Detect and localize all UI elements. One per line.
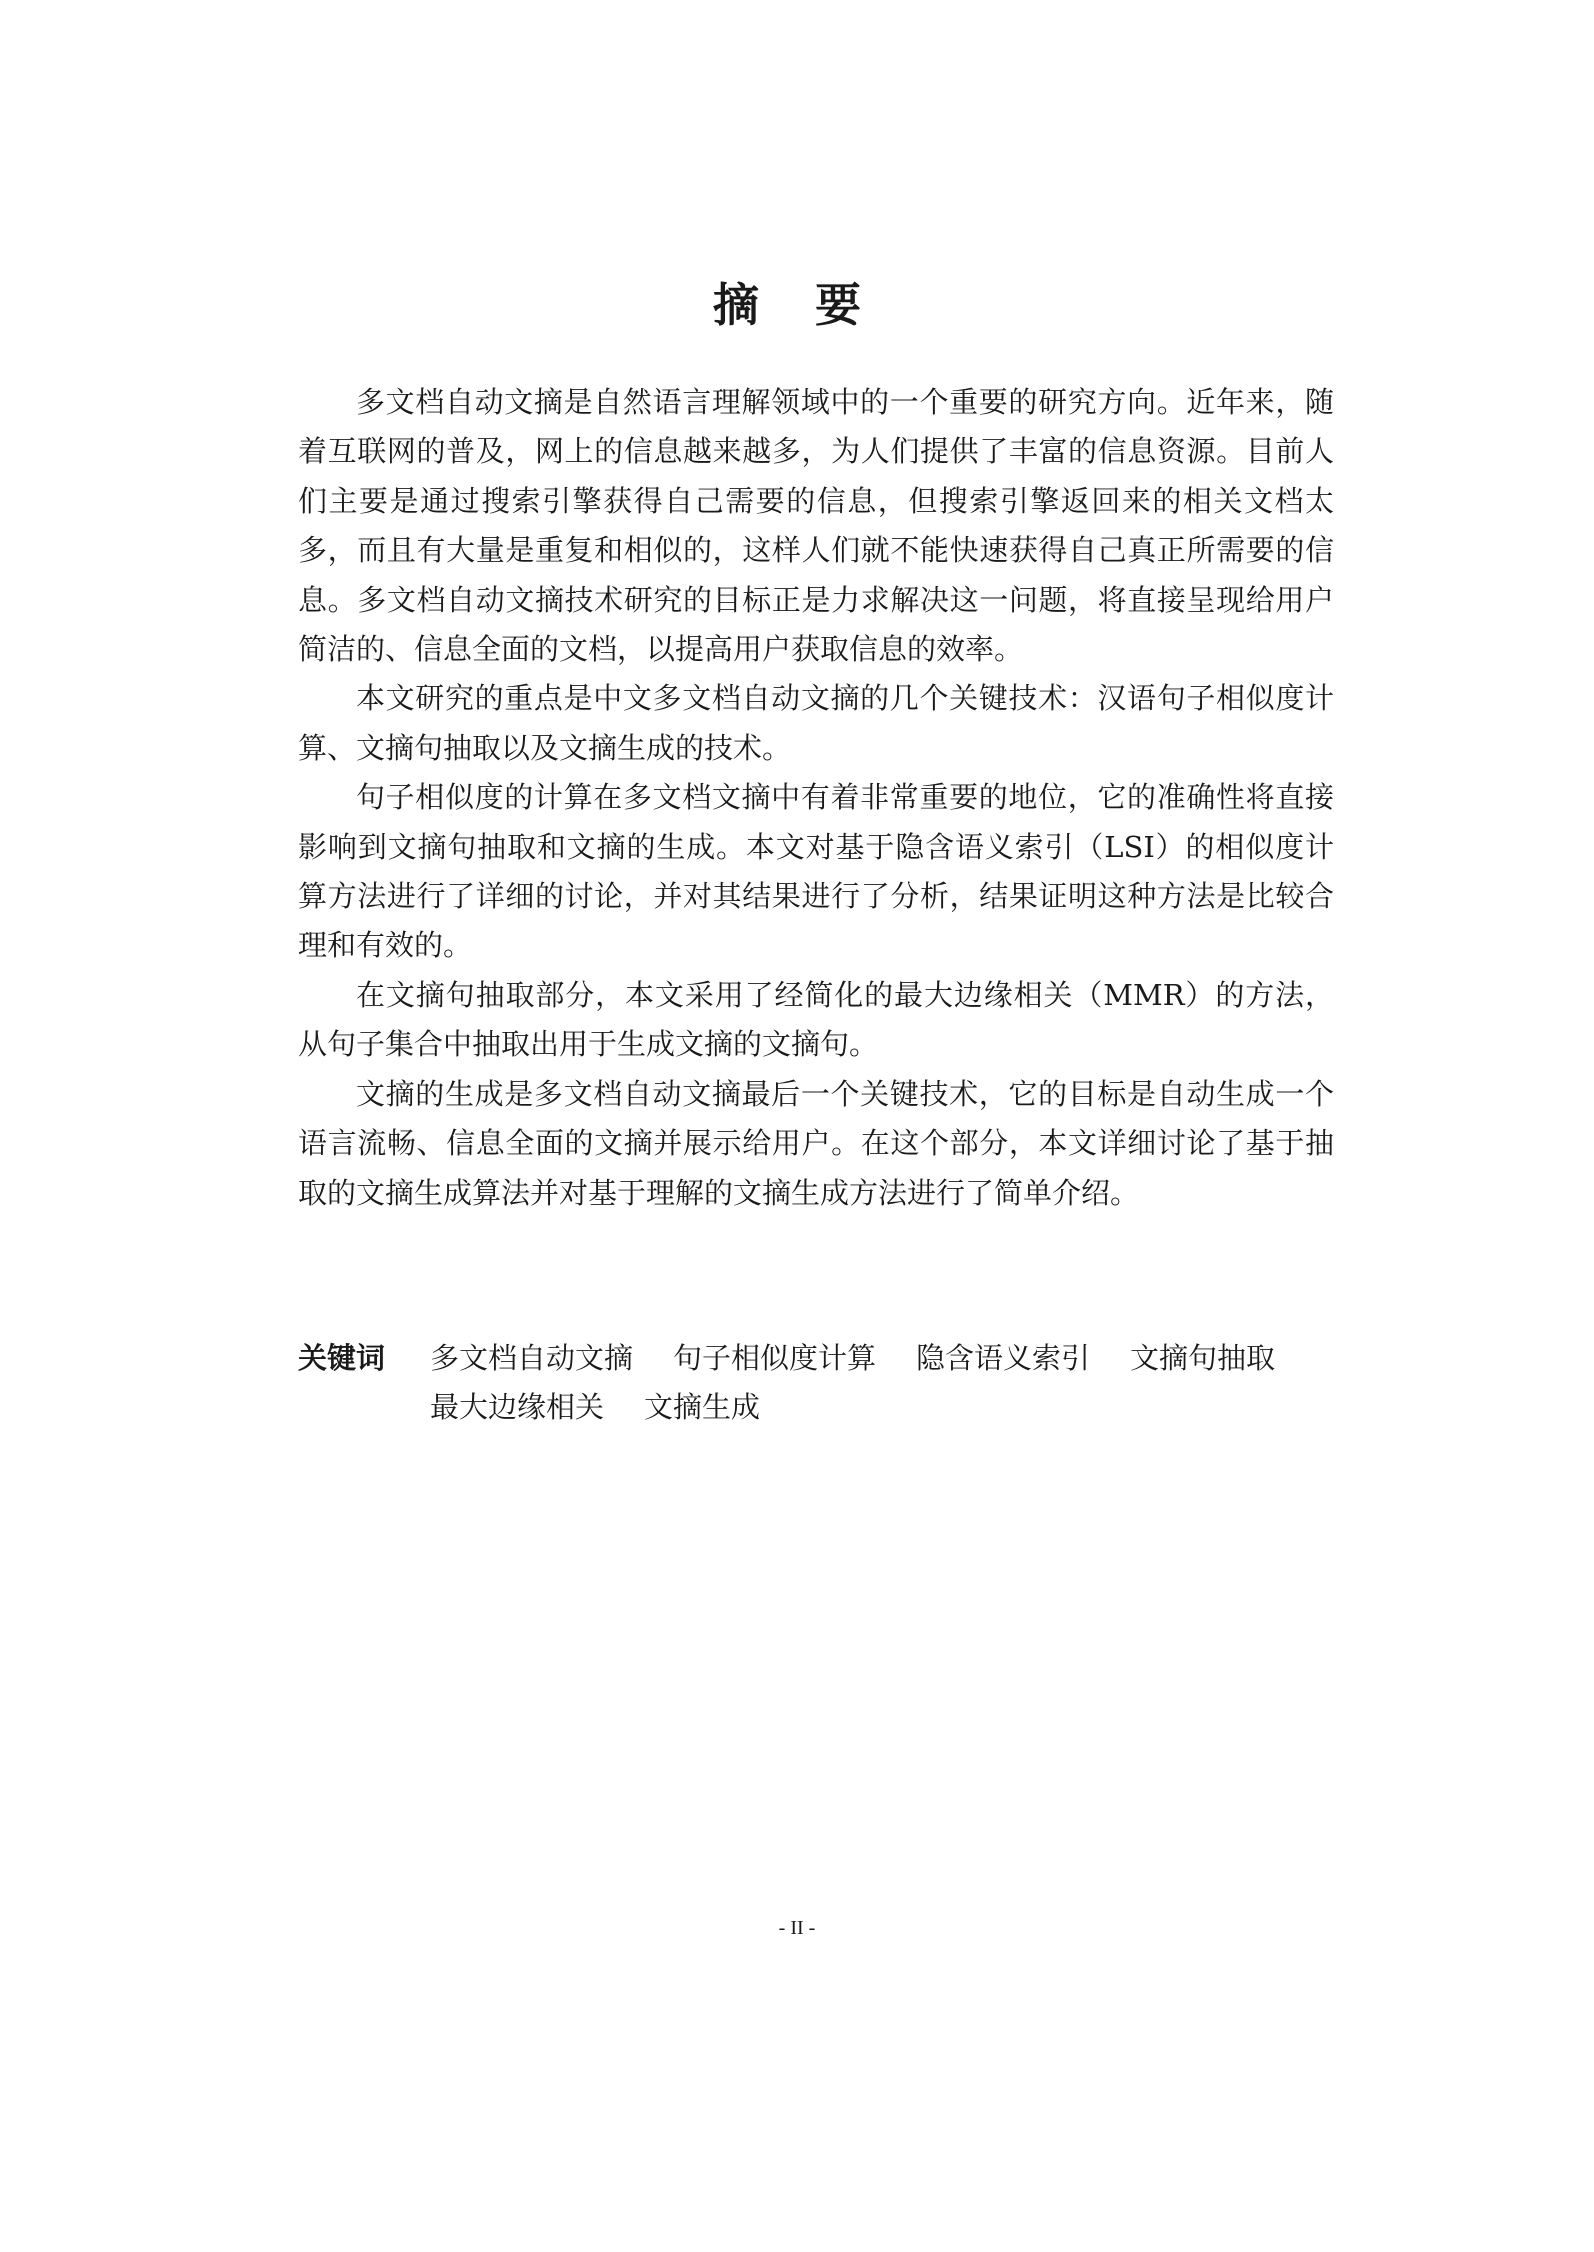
keyword-item: 最大边缘相关	[430, 1390, 605, 1424]
abstract-body	[298, 378, 1334, 1218]
abstract-paragraph: 句子相似度的计算在多文档文摘中有着非常重要的地位，它的准确性将直接影响到文摘句抽取和文摘的生成。本文对基于隐含语义索引（LSI）的相似度计算方法进行了详细的讨论，并对其结果进行了分析，结果证明这种方法是比较合理和有效的。	[298, 780, 1334, 963]
keywords-row	[298, 1334, 1338, 1432]
keywords-section	[298, 1334, 1338, 1432]
keyword-item: 文摘生成	[644, 1390, 761, 1424]
keywords-list	[430, 1334, 1338, 1432]
abstract-title: 摘 要	[712, 278, 881, 332]
abstract-paragraph: 多文档自动文摘是自然语言理解领域中的一个重要的研究方向。近年来，随着互联网的普及，网上的信息越来越多，为人们提供了丰富的信息资源。目前人们主要是通过搜索引擎获得自己需要的信息，但搜索引擎返回来的相关文档太多，而且有大量是重复和相似的，这样人们就不能快速获得自己真正所需要的信息。多文档自动文摘技术研究的目标正是力求解决这一问题，将直接呈现给用户简洁的、信息全面的文档，以提高用户获取信息的效率。	[298, 385, 1334, 667]
abstract-paragraph: 文摘的生成是多文档自动文摘最后一个关键技术，它的目标是自动生成一个语言流畅、信息全面的文摘并展示给用户。在这个部分，本文详细讨论了基于抽取的文摘生成算法并对基于理解的文摘生成方法进行了简单介绍。	[298, 1076, 1334, 1210]
page-number: - II -	[778, 1917, 816, 1939]
keyword-item: 文摘句抽取	[1130, 1341, 1276, 1375]
keywords-label: 关键词	[298, 1341, 386, 1375]
abstract-paragraph: 本文研究的重点是中文多文档自动文摘的几个关键技术：汉语句子相似度计算、文摘句抽取以及文摘生成的技术。	[298, 681, 1334, 765]
keyword-item: 隐含语义索引	[916, 1341, 1091, 1375]
keyword-item: 句子相似度计算	[673, 1341, 877, 1375]
keyword-item: 多文档自动文摘	[430, 1341, 634, 1375]
abstract-paragraph: 在文摘句抽取部分，本文采用了经简化的最大边缘相关（MMR）的方法，从句子集合中抽取出用于生成文摘的文摘句。	[298, 977, 1334, 1062]
